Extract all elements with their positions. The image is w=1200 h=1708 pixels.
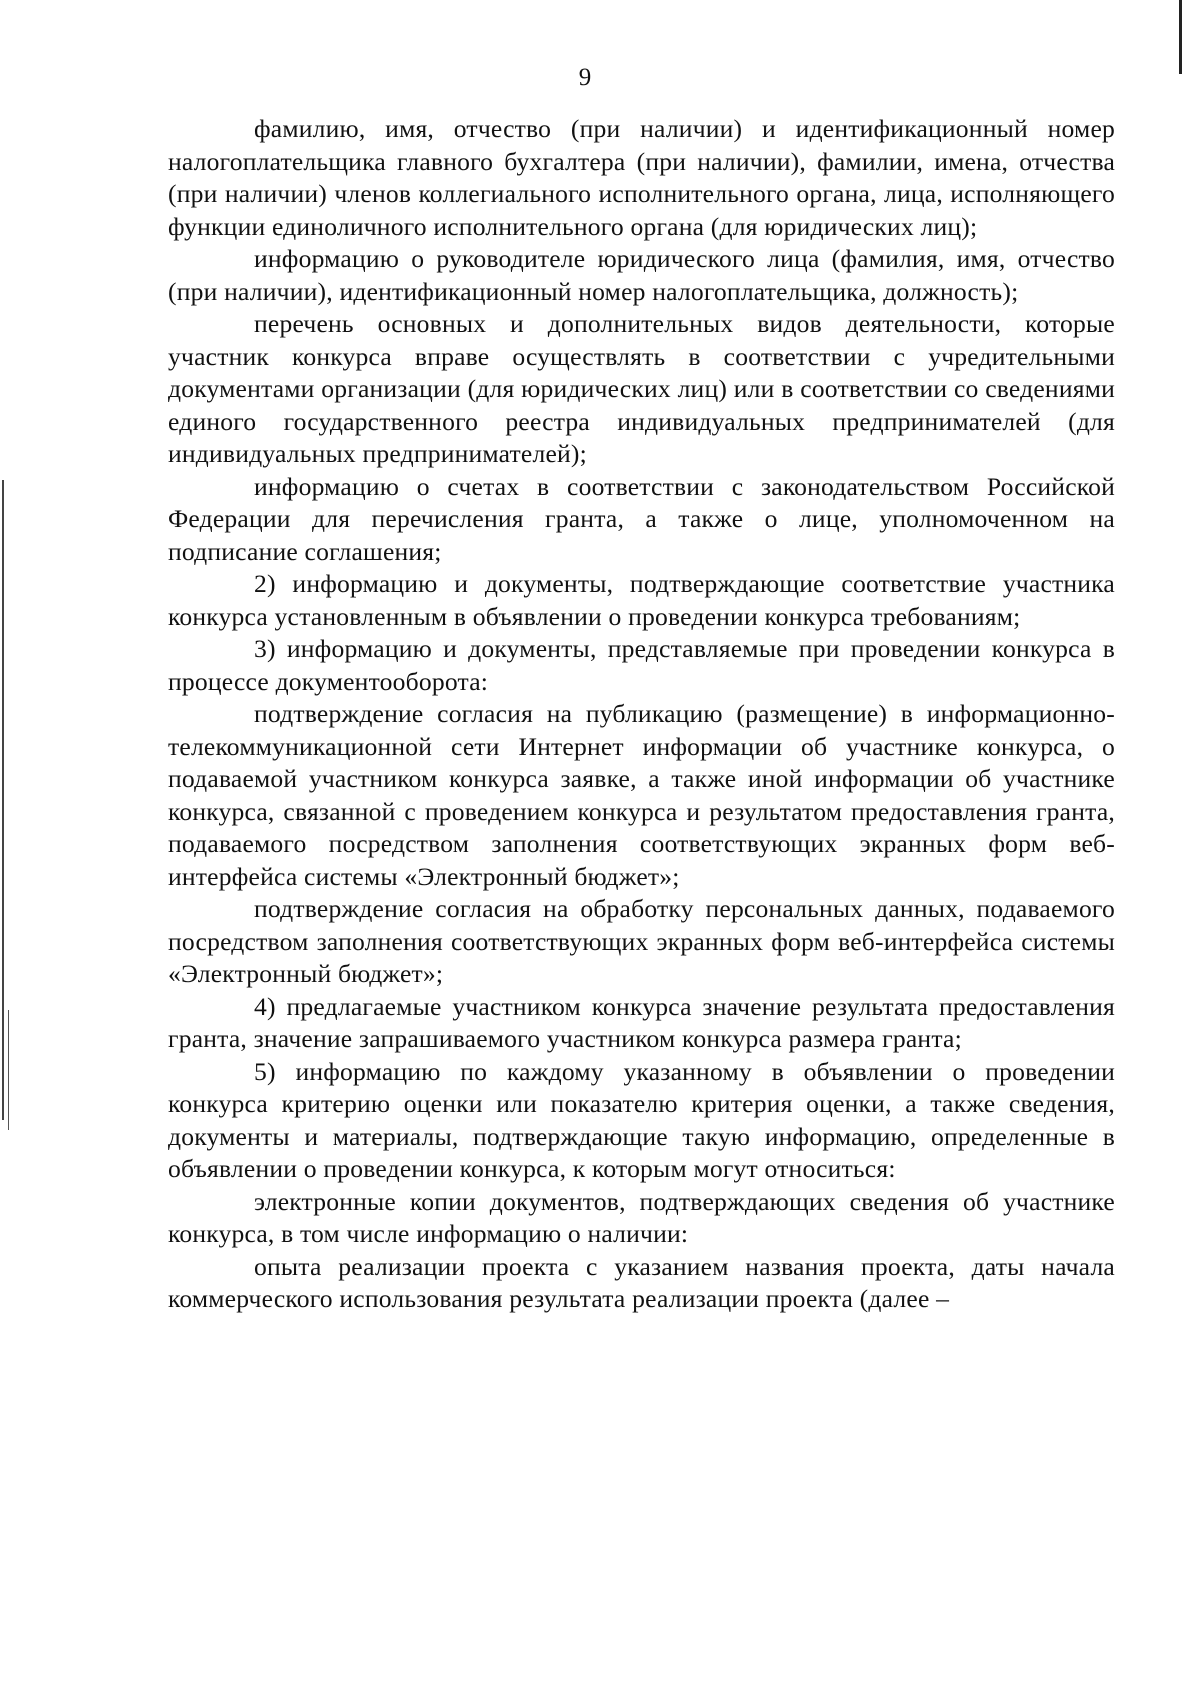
paragraph: 2) информацию и документы, подтверждающие соответствие участника конкурса установленным в объявлении о проведении конкурса требованиям;	[168, 569, 1115, 631]
paragraph: подтверждение согласия на публикацию (размещение) в информационно-телекоммуникационной сети Интернет информации об участнике конкурса, о подаваемой участником конкурса заявке, а также иной информации об участнике конкурса, связанной с проведением конкурса и результатом предоставления гранта, подаваемого посредством заполнения соответствующих экранных форм веб-интерфейса системы «Электронный бюджет»;	[168, 699, 1115, 891]
paragraph: электронные копии документов, подтверждающих сведения об участнике конкурса, в том числе информацию о наличии:	[168, 1186, 1115, 1248]
paragraph: опыта реализации проекта с указанием названия проекта, даты начала коммерческого использования результата реализации проекта (далее –	[168, 1251, 1115, 1313]
paragraph: 4) предлагаемые участником конкурса значение результата предоставления гранта, значение запрашиваемого участником конкурса размера гранта;	[168, 991, 1115, 1053]
paragraph: фамилию, имя, отчество (при наличии) и идентификационный номер налогоплательщика главного бухгалтера (при наличии), фамилии, имена, отчества (при наличии) членов коллегиального исполнительного органа, лица, исполняющего функции единоличного исполнительного органа (для юридических лиц);	[168, 114, 1115, 241]
paragraph: 3) информацию и документы, представляемые при проведении конкурса в процессе документооборота:	[168, 634, 1115, 696]
paragraph: информацию о счетах в соответствии с законодательством Российской Федерации для перечисления гранта, а также о лице, уполномоченном на подписание соглашения;	[168, 471, 1115, 566]
paragraph: информацию о руководителе юридического лица (фамилия, имя, отчество (при наличии), идентификационный номер налогоплательщика, должность);	[168, 244, 1115, 306]
scan-edge-mark	[1179, 0, 1182, 74]
paragraph: 5) информацию по каждому указанному в объявлении о проведении конкурса критерию оценки или показателю критерия оценки, а также сведения, документы и материалы, подтверждающие такую информацию, определенные в объявлении о проведении конкурса, к которым могут относиться:	[168, 1056, 1115, 1183]
page-number: 9	[578, 64, 592, 91]
document-body	[168, 113, 1115, 1316]
paragraph: перечень основных и дополнительных видов деятельности, которые участник конкурса вправе осуществлять в соответствии с учредительными документами организации (для юридических лиц) или в соответствии со сведениями единого государственного реестра индивидуальных предпринимателей (для индивидуальных предпринимателей);	[168, 309, 1115, 468]
margin-mark	[2, 480, 4, 1120]
paragraph: подтверждение согласия на обработку персональных данных, подаваемого посредством заполнения соответствующих экранных форм веб-интерфейса системы «Электронный бюджет»;	[168, 894, 1115, 988]
margin-mark	[8, 1010, 9, 1130]
